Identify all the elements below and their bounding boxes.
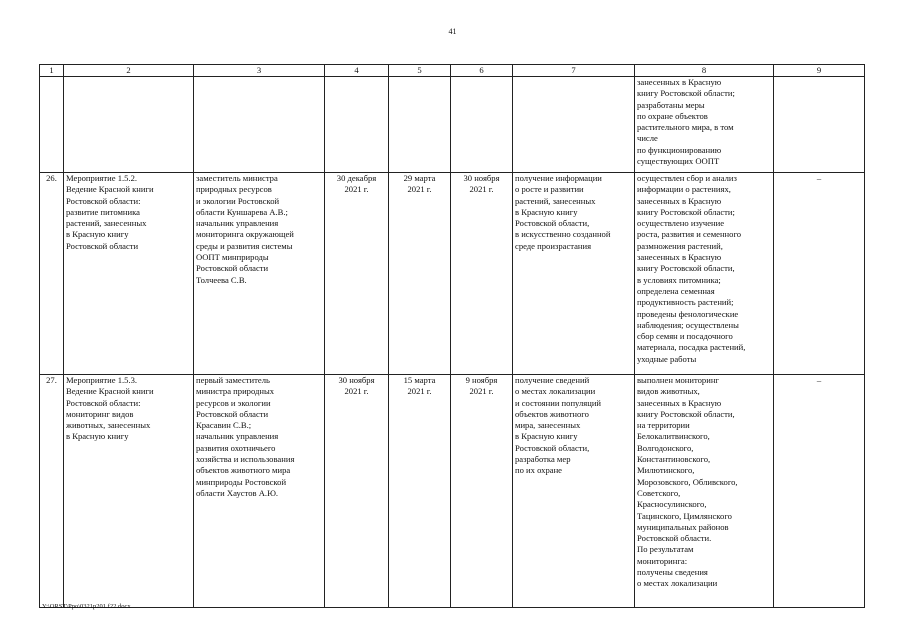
date-end-cell: [451, 173, 513, 375]
cell-line: получение информации: [515, 173, 602, 183]
number-cell: 26.: [40, 173, 64, 375]
cell-line: области Куншарева А.В.;: [196, 206, 288, 217]
cell-line: числе: [637, 133, 658, 144]
page-number: 41: [448, 27, 457, 36]
event-cell: [64, 173, 194, 375]
event-cell: [64, 375, 194, 608]
cell-line: 15 марта: [403, 375, 436, 385]
cell-line: Ростовской области: [196, 408, 269, 419]
cell-line: получение сведений: [515, 375, 590, 385]
cell-line: 30 ноября: [463, 173, 500, 183]
cell-line: на территории: [637, 420, 690, 431]
header-cell: 8: [635, 65, 774, 77]
cell-line: 29 марта: [403, 173, 436, 183]
date-planned-cell: [325, 77, 389, 173]
cell-line: муниципальных районов: [637, 521, 729, 532]
file-path-footer: Y:\ORST\Ppo\0321p201.f22.docx: [42, 603, 131, 610]
cell-line: 30 декабря: [336, 173, 377, 183]
cell-line: книгу Ростовской области;: [637, 88, 735, 99]
header-cell: 2: [64, 65, 194, 77]
cell-line: первый заместитель: [196, 375, 270, 385]
actual-result-cell: [635, 77, 774, 173]
header-cell: 9: [774, 65, 865, 77]
cell-line: растений, занесенных: [515, 195, 596, 206]
cell-line: Константиновского,: [637, 454, 711, 465]
cell-line: 2021 г.: [469, 386, 494, 397]
cell-line: Ростовской области,: [515, 442, 590, 453]
cell-line: наблюдения; осуществлены: [637, 319, 739, 330]
cell-line: начальник управления: [196, 218, 279, 229]
cell-line: 2021 г.: [407, 184, 432, 195]
expected-result-cell: [513, 77, 635, 173]
event-cell: [64, 77, 194, 173]
cell-line: Мероприятие 1.5.2.: [66, 173, 138, 183]
cell-line: развитие питомника: [66, 206, 140, 217]
cell-line: развития охотничьего: [196, 442, 276, 453]
cell-line: занесенных в Красную: [637, 252, 722, 263]
cell-line: в Красную книгу: [515, 206, 578, 217]
cell-line: определена семенная: [637, 285, 715, 296]
cell-line: среде произрастания: [515, 240, 592, 251]
date-start-cell: [389, 375, 451, 608]
actual-result-cell: [635, 375, 774, 608]
cell-line: разработаны меры: [637, 99, 705, 110]
cell-line: Волгодонского,: [637, 442, 694, 453]
cell-line: Тацинского, Цимлянского: [637, 510, 732, 521]
cell-line: растений, занесенных: [66, 218, 147, 229]
cell-line: объектов животного: [515, 408, 589, 419]
cell-line: ООПТ минприроды: [196, 252, 269, 263]
expected-result-cell: [513, 173, 635, 375]
cell-line: в искусственно созданной: [515, 229, 611, 240]
cell-line: продуктивность растений;: [637, 297, 734, 308]
cell-line: книгу Ростовской области,: [637, 263, 735, 274]
cell-line: занесенных в Красную: [637, 397, 722, 408]
cell-line: Ведение Красной книги: [66, 386, 154, 397]
cell-line: среды и развития системы: [196, 240, 293, 251]
actual-result-cell: [635, 173, 774, 375]
cell-line: размножения растений,: [637, 240, 723, 251]
header-cell: 1: [40, 65, 64, 77]
cell-line: Мероприятие 1.5.3.: [66, 375, 138, 385]
header-cell: 7: [513, 65, 635, 77]
cell-line: минприроды Ростовской: [196, 476, 287, 487]
date-end-cell: [451, 77, 513, 173]
cell-line: по их охране: [515, 465, 562, 476]
number-cell: 27.: [40, 375, 64, 608]
cell-line: Ростовской области:: [66, 195, 141, 206]
cell-line: и экологии Ростовской: [196, 195, 280, 206]
cell-line: мониторинга окружающей: [196, 229, 294, 240]
notes-cell: –: [774, 375, 865, 608]
header-cell: 4: [325, 65, 389, 77]
cell-line: мониторинг видов: [66, 408, 134, 419]
table-row: [40, 77, 865, 173]
cell-line: Ростовской области: [66, 240, 139, 251]
number-cell: [40, 77, 64, 173]
expected-result-cell: [513, 375, 635, 608]
header-row: [40, 65, 865, 77]
cell-line: выполнен мониторинг: [637, 375, 719, 385]
cell-line: 9 ноября: [465, 375, 498, 385]
cell-line: 30 ноября: [338, 375, 375, 385]
cell-line: в Красную книгу: [515, 431, 578, 442]
events-table: [39, 64, 865, 608]
cell-line: Красавин С.В.;: [196, 420, 252, 431]
cell-line: растительного мира, в том: [637, 122, 734, 133]
cell-line: существующих ООПТ: [637, 156, 720, 167]
cell-line: в условиях питомника;: [637, 274, 721, 285]
cell-line: мониторинга:: [637, 555, 688, 566]
cell-line: заместитель министра: [196, 173, 278, 183]
cell-line: разработка мер: [515, 454, 571, 465]
cell-line: в Красную книгу: [66, 431, 129, 442]
cell-line: и состоянии популяций: [515, 397, 602, 408]
cell-line: о местах локализации: [515, 386, 596, 397]
cell-line: министра природных: [196, 386, 275, 397]
cell-line: по охране объектов: [637, 110, 708, 121]
cell-line: начальник управления: [196, 431, 279, 442]
cell-line: 2021 г.: [407, 386, 432, 397]
date-planned-cell: [325, 375, 389, 608]
cell-line: 2021 г.: [469, 184, 494, 195]
cell-line: по функционированию: [637, 144, 722, 155]
cell-line: проведены фенологические: [637, 308, 739, 319]
cell-line: занесенных в Красную: [637, 77, 722, 87]
date-planned-cell: [325, 173, 389, 375]
responsible-cell: [194, 77, 325, 173]
cell-line: Белокалитвинского,: [637, 431, 710, 442]
cell-line: природных ресурсов: [196, 184, 272, 195]
cell-line: хозяйства и использования: [196, 454, 295, 465]
cell-line: о местах локализации: [637, 578, 718, 589]
header-cell: 5: [389, 65, 451, 77]
cell-line: Ростовской области: [196, 263, 269, 274]
cell-line: ресурсов и экологии: [196, 397, 271, 408]
cell-line: книгу Ростовской области,: [637, 408, 735, 419]
notes-cell: [774, 77, 865, 173]
responsible-cell: [194, 375, 325, 608]
cell-line: уходные работы: [637, 353, 697, 364]
responsible-cell: [194, 173, 325, 375]
cell-line: Милютинского,: [637, 465, 695, 476]
cell-line: Толчеева С.В.: [196, 274, 247, 285]
cell-line: Ведение Красной книги: [66, 184, 154, 195]
cell-line: материала, посадка растений,: [637, 342, 746, 353]
cell-line: роста, развития и семенного: [637, 229, 742, 240]
cell-line: информации о растениях,: [637, 184, 731, 195]
notes-cell: –: [774, 173, 865, 375]
cell-line: 2021 г.: [344, 184, 369, 195]
date-start-cell: [389, 173, 451, 375]
date-start-cell: [389, 77, 451, 173]
cell-line: сбор семян и посадочного: [637, 331, 733, 342]
cell-line: в Красную книгу: [66, 229, 129, 240]
cell-line: По результатам: [637, 544, 694, 555]
cell-line: книгу Ростовской области;: [637, 206, 735, 217]
cell-line: получены сведения: [637, 567, 708, 578]
cell-line: Ростовской области.: [637, 533, 712, 544]
header-cell: 6: [451, 65, 513, 77]
cell-line: мира, занесенных: [515, 420, 581, 431]
cell-line: объектов животного мира: [196, 465, 291, 476]
date-end-cell: [451, 375, 513, 608]
cell-line: Красносулинского,: [637, 499, 707, 510]
cell-line: животных, занесенных: [66, 420, 151, 431]
cell-line: осуществлен сбор и анализ: [637, 173, 737, 183]
cell-line: занесенных в Красную: [637, 195, 722, 206]
cell-line: 2021 г.: [344, 386, 369, 397]
cell-line: области Хаустов А.Ю.: [196, 487, 279, 498]
cell-line: Ростовской области:: [66, 397, 141, 408]
cell-line: Ростовской области,: [515, 218, 590, 229]
cell-line: Морозовского, Обливского,: [637, 476, 738, 487]
table-row: [40, 173, 865, 375]
cell-line: осуществлено изучение: [637, 218, 725, 229]
header-cell: 3: [194, 65, 325, 77]
table-row: [40, 375, 865, 608]
cell-line: о росте и развитии: [515, 184, 584, 195]
cell-line: Советского,: [637, 487, 681, 498]
cell-line: видов животных,: [637, 386, 700, 397]
